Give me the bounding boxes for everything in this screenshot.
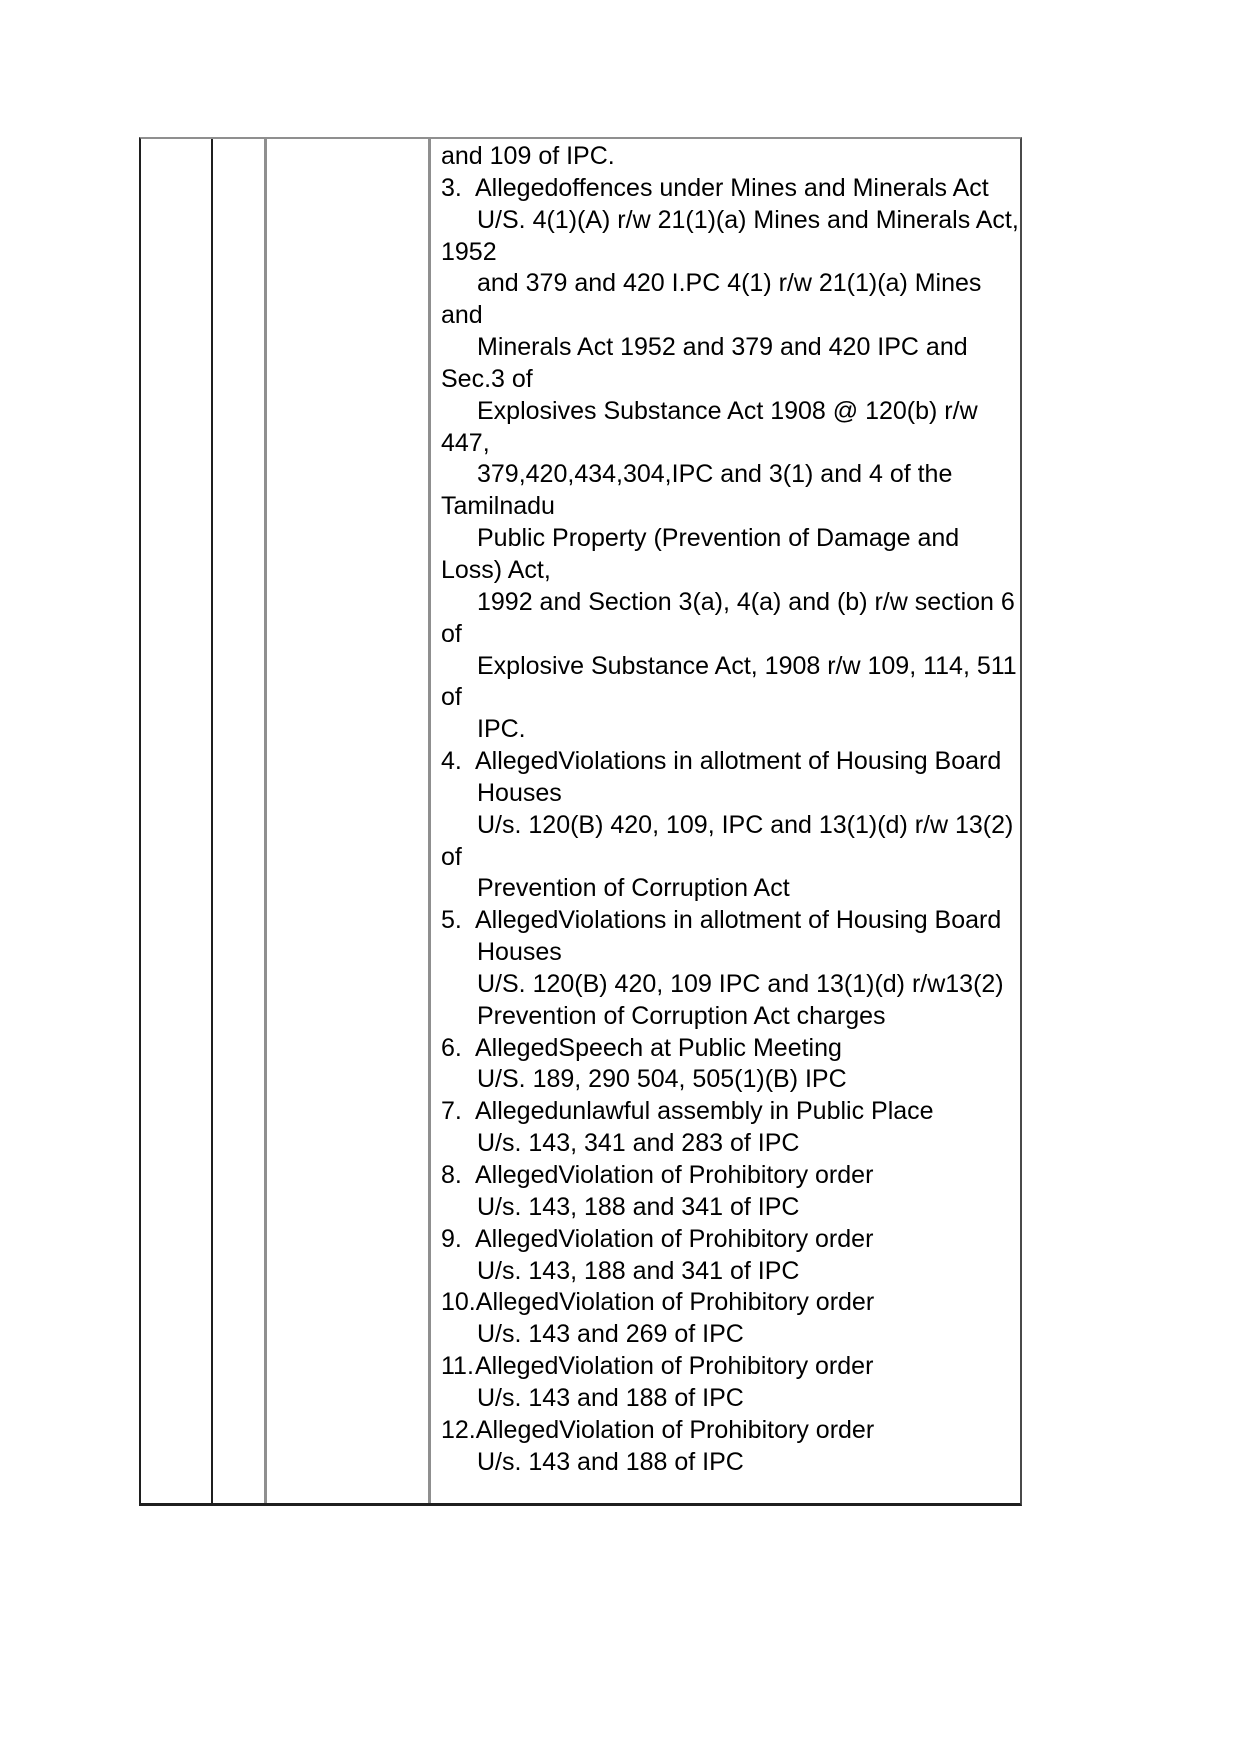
case-line-text: AllegedViolations in allotment of Housing Board	[475, 747, 1002, 776]
case-line: of	[441, 619, 462, 648]
case-line: 1992 and Section 3(a), 4(a) and (b) r/w section 6	[477, 587, 1015, 616]
case-line: of	[441, 683, 462, 712]
case-line	[441, 1033, 1020, 1065]
case-line-text: AllegedViolation of Prohibitory order	[475, 1415, 875, 1444]
list-number: 7.	[441, 1097, 462, 1126]
case-line: 447,	[441, 428, 490, 457]
table-cell-case-details	[431, 139, 1020, 1503]
case-line: Houses	[477, 938, 562, 967]
case-line-text: AllegedViolation of Prohibitory order	[475, 1224, 874, 1253]
case-line-text: Allegedoffences under Mines and Minerals Act	[475, 173, 989, 202]
case-line: U/s. 143 and 188 of IPC	[477, 1447, 744, 1476]
table-cell-empty-2	[213, 139, 267, 1503]
case-line-text: AllegedViolations in allotment of Housing Board	[475, 906, 1002, 935]
case-line: U/s. 143 and 188 of IPC	[477, 1383, 744, 1412]
list-number: 4.	[441, 747, 462, 776]
case-line: Prevention of Corruption Act	[477, 874, 790, 903]
case-line: U/s. 143, 341 and 283 of IPC	[477, 1129, 800, 1158]
case-line: of	[441, 842, 462, 871]
case-line: and 379 and 420 I.PC 4(1) r/w 21(1)(a) Mines	[477, 269, 982, 298]
list-number: 9.	[441, 1224, 462, 1253]
case-line: Prevention of Corruption Act charges	[477, 1001, 886, 1030]
case-line	[441, 1287, 1020, 1319]
case-line: Explosive Substance Act, 1908 r/w 109, 114, 511	[477, 651, 1017, 680]
list-number: 11.	[441, 1352, 474, 1381]
case-line-text: AllegedViolation of Prohibitory order	[475, 1352, 874, 1381]
case-line	[441, 1415, 1020, 1447]
table-cell-empty-1	[141, 139, 213, 1503]
case-line: 1952	[441, 237, 497, 266]
case-line-text: AllegedViolation of Prohibitory order	[475, 1288, 875, 1317]
case-line: U/s. 143, 188 and 341 of IPC	[477, 1192, 800, 1221]
list-number: 10.	[441, 1288, 476, 1317]
case-line	[441, 905, 1020, 937]
case-line: U/S. 120(B) 420, 109 IPC and 13(1)(d) r/w13(2)	[477, 969, 1004, 998]
case-line: Public Property (Prevention of Damage and	[477, 524, 960, 553]
case-line	[441, 1224, 1020, 1256]
case-details-table	[139, 137, 1022, 1506]
case-line: IPC.	[477, 715, 526, 744]
case-line: Explosives Substance Act 1908 @ 120(b) r/w	[477, 396, 978, 425]
case-line: 379,420,434,304,IPC and 3(1) and 4 of the	[477, 460, 953, 489]
case-line: Loss) Act,	[441, 555, 551, 584]
list-number: 3.	[441, 173, 462, 202]
case-line	[441, 746, 1020, 778]
case-line: and 109 of IPC.	[441, 142, 615, 170]
case-line: U/S. 4(1)(A) r/w 21(1)(a) Mines and Minerals Act,	[477, 205, 1019, 234]
case-line: U/s. 120(B) 420, 109, IPC and 13(1)(d) r/w 13(2)	[477, 810, 1014, 839]
case-line: U/s. 143, 188 and 341 of IPC	[477, 1256, 800, 1285]
list-number: 6.	[441, 1033, 462, 1062]
case-line-text: Allegedunlawful assembly in Public Place	[475, 1097, 934, 1126]
case-line: Minerals Act 1952 and 379 and 420 IPC and	[477, 333, 968, 362]
case-line: U/S. 189, 290 504, 505(1)(B) IPC	[477, 1065, 847, 1094]
case-line	[441, 1351, 1020, 1383]
case-line	[441, 1160, 1020, 1192]
case-line: U/s. 143 and 269 of IPC	[477, 1320, 744, 1349]
list-number: 5.	[441, 906, 462, 935]
list-number: 8.	[441, 1161, 462, 1189]
case-line: Tamilnadu	[441, 492, 555, 521]
case-line	[441, 1096, 1020, 1128]
case-line: Houses	[477, 778, 562, 807]
case-line-text: AllegedViolation of Prohibitory order	[475, 1161, 874, 1189]
case-line: and	[441, 301, 483, 330]
table-cell-empty-3	[267, 139, 431, 1503]
case-line: Sec.3 of	[441, 364, 533, 393]
case-line	[441, 173, 1020, 205]
case-line-text: AllegedSpeech at Public Meeting	[475, 1033, 842, 1062]
list-number: 12.	[441, 1415, 476, 1444]
